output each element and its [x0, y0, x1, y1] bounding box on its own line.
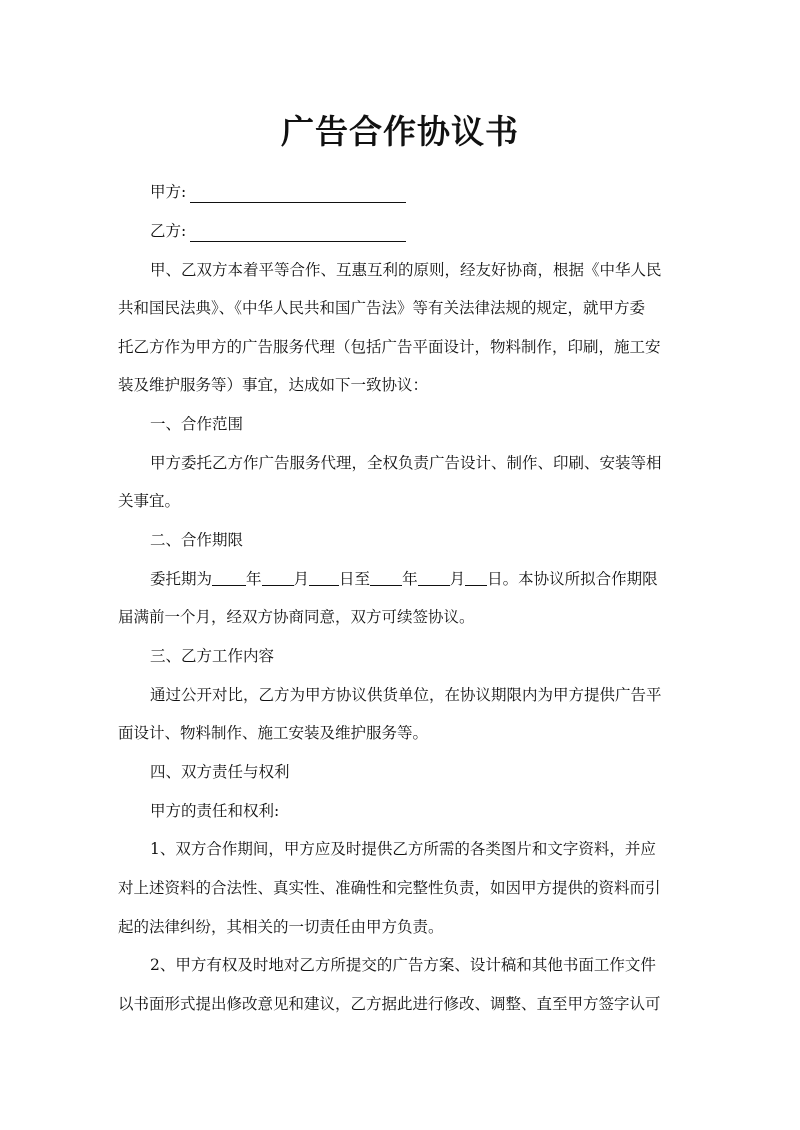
intro-line-2: 共和国民法典》、《中华人民共和国广告法》等有关法律法规的规定，就甲方委 — [118, 299, 646, 317]
party-a-line — [150, 181, 406, 203]
item1-line-3: 起的法律纠纷，其相关的一切责任由甲方负责。 — [118, 918, 444, 936]
section1-line-2: 关事宜。 — [118, 492, 181, 510]
party-a-label: 甲方: — [150, 183, 187, 201]
start-month-label: 月 — [293, 570, 310, 588]
party-b-blank[interactable] — [190, 240, 406, 242]
party-b-label: 乙方: — [150, 222, 187, 240]
intro-line-4: 装及维护服务等）事宜，达成如下一致协议： — [118, 376, 429, 394]
section3-heading: 三、乙方工作内容 — [150, 647, 275, 665]
document-title: 广告合作协议书 — [281, 112, 519, 151]
item1-line-1: 1、双方合作期间，甲方应及时提供乙方所需的各类图片和文字资料，并应 — [150, 840, 656, 858]
section2-line-2: 届满前一个月，经双方协商同意，双方可续签协议。 — [118, 608, 475, 626]
section1-heading: 一、合作范围 — [150, 415, 244, 433]
end-month-label: 月 — [449, 570, 466, 588]
item2-line-1: 2、甲方有权及时地对乙方所提交的广告方案、设计稿和其他书面工作文件 — [150, 956, 656, 974]
end-year-blank[interactable] — [370, 571, 402, 586]
term-prefix: 委托期为 — [150, 570, 213, 588]
end-day-blank[interactable] — [465, 571, 487, 586]
start-year-blank[interactable] — [212, 571, 246, 586]
start-day-blank[interactable] — [309, 571, 339, 586]
start-day-label: 日至 — [339, 570, 371, 588]
section3-line-1: 通过公开对比，乙方为甲方协议供货单位，在协议期限内为甲方提供广告平 — [150, 686, 662, 704]
end-month-blank[interactable] — [418, 571, 450, 586]
party-b-line — [150, 220, 406, 242]
start-year-label: 年 — [246, 570, 262, 588]
end-day-label: 日。本协议所拟合作期限 — [487, 570, 658, 588]
section2-heading: 二、合作期限 — [150, 531, 244, 549]
item2-line-2: 以书面形式提出修改意见和建议，乙方据此进行修改、调整、直至甲方签字认可 — [118, 995, 661, 1013]
section1-line-1: 甲方委托乙方作广告服务代理，全权负责广告设计、制作、印刷、安装等相 — [150, 454, 662, 472]
section4-heading: 四、双方责任与权利 — [150, 763, 290, 781]
intro-line-3: 托乙方作为甲方的广告服务代理（包括广告平面设计，物料制作，印刷，施工安 — [118, 338, 661, 356]
section3-line-2: 面设计、物料制作、施工安装及维护服务等。 — [118, 724, 429, 742]
end-year-label: 年 — [402, 570, 418, 588]
intro-line-1: 甲、乙双方本着平等合作、互惠互利的原则，经友好协商，根据《中华人民 — [150, 261, 662, 279]
section4-subheading: 甲方的责任和权利: — [150, 802, 280, 820]
section2-line-1 — [150, 568, 658, 590]
party-a-blank[interactable] — [190, 201, 406, 203]
item1-line-2: 对上述资料的合法性、真实性、准确性和完整性负责，如因甲方提供的资料而引 — [118, 879, 661, 897]
start-month-blank[interactable] — [262, 571, 294, 586]
